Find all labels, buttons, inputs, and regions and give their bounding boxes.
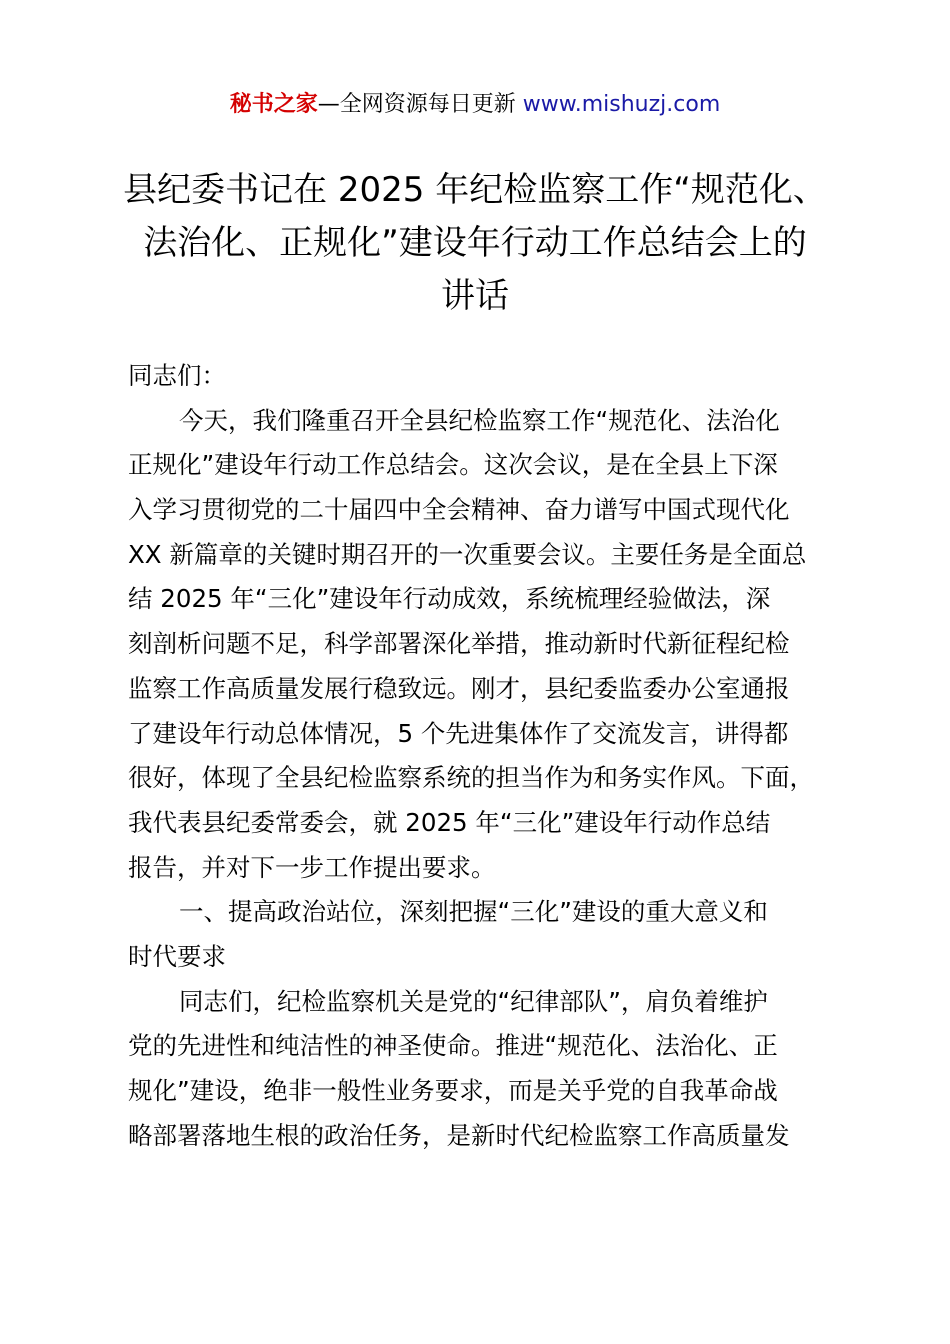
salutation: 同志们： [128, 361, 226, 390]
paragraph-line: 入学习贯彻党的二十届四中全会精神、奋力谱写中国式现代化 [128, 495, 790, 525]
document-title [100, 164, 850, 323]
paragraph-line: XX 新篇章的关键时期召开的一次重要会议。主要任务是全面总 [128, 539, 807, 569]
site-url-link[interactable]: www.mishuzj.com [522, 92, 721, 117]
paragraph-line: 同志们，纪检监察机关是党的“纪律部队”，肩负着维护 [179, 986, 768, 1016]
paragraph-line: 略部署落地生根的政治任务，是新时代纪检监察工作高质量发 [128, 1120, 790, 1150]
paragraph-line: 正规化”建设年行动工作总结会。这次会议，是在全县上下深 [128, 450, 778, 480]
title-line: 讲话 [441, 276, 509, 316]
paragraph-line: 了建设年行动总体情况，5 个先进集体作了交流发言，讲得都 [128, 718, 789, 748]
paragraph-line: 刻剖析问题不足，科学部署深化举措，推动新时代新征程纪检 [128, 629, 790, 659]
paragraph-line: 今天，我们隆重召开全县纪检监察工作“规范化、法治化 [179, 405, 780, 435]
document-body [128, 354, 848, 1158]
section-heading-line: 一、提高政治站位，深刻把握“三化”建设的重大意义和 [179, 897, 768, 927]
title-line: 法治化、正规化”建设年行动工作总结会上的 [143, 223, 807, 263]
paragraph-line: 监察工作高质量发展行稳致远。刚才，县纪委监委办公室通报 [128, 673, 790, 703]
title-line: 县纪委书记在 2025 年纪检监察工作“规范化、 [123, 170, 827, 210]
paragraph-line: 报告，并对下一步工作提出要求。 [128, 852, 496, 882]
paragraph-line: 我代表县纪委常委会，就 2025 年“三化”建设年行动作总结 [128, 807, 771, 837]
brand-name: 秘书之家 [229, 92, 318, 117]
paragraph-line: 规化”建设，绝非一般性业务要求，而是关乎党的自我革命战 [128, 1076, 778, 1105]
paragraph-line: 很好，体现了全县纪检监察系统的担当作为和务实作风。下面， [128, 763, 814, 793]
site-header [0, 88, 950, 122]
section-heading-line: 时代要求 [128, 941, 226, 971]
paragraph-line: 结 2025 年“三化”建设年行动成效，系统梳理经验做法，深 [128, 584, 771, 614]
header-tagline: —全网资源每日更新 [317, 92, 516, 117]
paragraph-line: 党的先进性和纯洁性的神圣使命。推进“规范化、法治化、正 [128, 1031, 778, 1061]
